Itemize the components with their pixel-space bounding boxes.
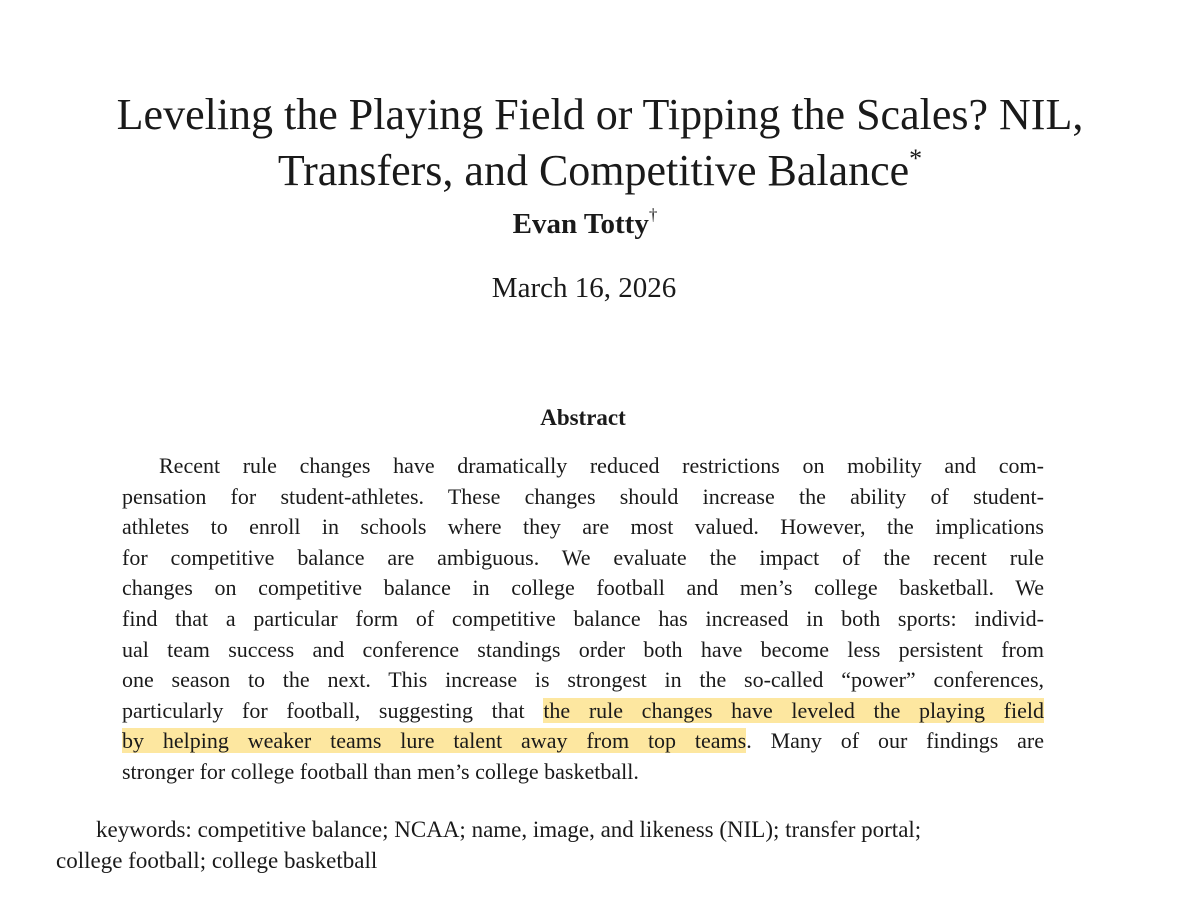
keywords-line: keywords: competitive balance; NCAA; name, image, and likeness (NIL); transfer portal; bbox=[96, 817, 922, 842]
keywords-line: college football; college basketball bbox=[56, 848, 378, 873]
abstract-line-10-text: . Many of our findings are bbox=[746, 728, 1044, 754]
abstract-line-9-text: particularly for football, suggesting that bbox=[122, 697, 544, 723]
title-line-2 bbox=[40, 143, 1160, 199]
abstract-line bbox=[122, 696, 1044, 727]
abstract-line: stronger for college football than men’s college basketball. bbox=[122, 758, 639, 784]
highlighted-text[interactable]: by helping weaker teams lure talent away from top teams bbox=[122, 728, 747, 754]
abstract-line: find that a particular form of competitive balance has increased in both sports: individ- bbox=[122, 605, 1044, 631]
abstract-heading: Abstract bbox=[540, 405, 626, 430]
abstract-line: pensation for student-athletes. These changes should increase the ability of student- bbox=[122, 483, 1044, 509]
author-name-text: Evan Totty bbox=[512, 208, 649, 240]
abstract-line: Recent rule changes have dramatically reduced restrictions on mobility and com- bbox=[159, 453, 1044, 478]
abstract-line: ual team success and conference standings order both have become less persistent from bbox=[122, 636, 1044, 662]
abstract-body bbox=[122, 451, 1044, 788]
abstract-line: athletes to enroll in schools where they are most valued. However, the implications bbox=[122, 514, 1044, 540]
paper-date: March 16, 2026 bbox=[491, 272, 677, 304]
title-line-2-text: Transfers, and Competitive Balance bbox=[277, 146, 910, 196]
abstract-line bbox=[122, 726, 1044, 757]
abstract-line: for competitive balance are ambiguous. We evaluate the impact of the recent rule bbox=[122, 544, 1044, 570]
abstract-line: changes on competitive balance in college football and men’s college basketball. We bbox=[122, 575, 1044, 601]
paper-title bbox=[40, 87, 1160, 199]
highlighted-text[interactable]: the rule changes have leveled the playing field bbox=[543, 697, 1044, 723]
author-footnote-mark: † bbox=[648, 205, 658, 224]
title-line-1: Leveling the Playing Field or Tipping the Scales? NIL, bbox=[116, 90, 1084, 140]
title-footnote-mark: * bbox=[909, 144, 923, 174]
author-name bbox=[0, 206, 1170, 242]
abstract-line: one season to the next. This increase is strongest in the so-called “power” conferences, bbox=[122, 667, 1044, 693]
keywords bbox=[56, 814, 1116, 876]
